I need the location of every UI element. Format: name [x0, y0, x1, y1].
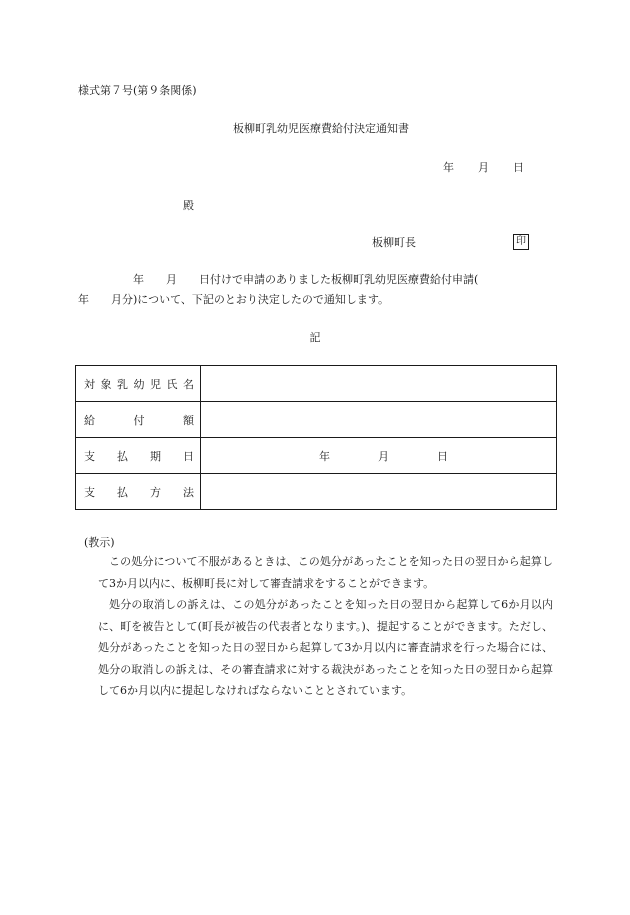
body-text-line1: 年 月 日付けで申請のありました板柳町乳幼児医療費給付申請(: [78, 273, 479, 286]
row-value-payment-date: [201, 438, 557, 474]
label-char: 日: [183, 449, 194, 463]
label-char: 支: [84, 485, 95, 499]
body-text-line2: 年 月分)について、下記のとおり決定したので通知します。: [78, 293, 389, 306]
label-char: 幼: [133, 377, 145, 391]
issuer-name: 板柳町長: [372, 236, 416, 249]
notice-body: [98, 551, 553, 702]
label-char: 方: [150, 485, 161, 499]
form-number: 様式第７号(第９条関係): [78, 84, 197, 97]
label-char: 払: [117, 485, 128, 499]
row-value-benefit-amount: [201, 402, 557, 438]
label-char: 給: [84, 413, 95, 427]
row-label-infant-name: [76, 366, 201, 402]
row-label-benefit-amount: [76, 402, 201, 438]
row-value-infant-name: [201, 366, 557, 402]
row-label-payment-method: [76, 474, 201, 510]
label-char: 額: [183, 413, 194, 427]
notice-paragraph-appeal: この処分について不服があるときは、この処分があったことを知った日の翌日から起算して3か月以内に、板柳町長に対して審査請求をすることができます。: [98, 555, 553, 590]
label-char: 対: [84, 377, 95, 391]
details-table: [75, 365, 557, 510]
date-day: 日: [513, 161, 524, 174]
label-char: 払: [117, 449, 128, 463]
seal-mark: 印: [513, 234, 529, 250]
label-char: 象: [100, 377, 112, 391]
ki-heading: 記: [309, 331, 321, 344]
date-month: 月: [478, 161, 489, 174]
issue-date: [443, 160, 524, 176]
notice-heading: (教示): [84, 536, 115, 549]
label-char: 支: [84, 449, 95, 463]
label-char: 乳: [117, 377, 128, 391]
row-label-payment-date: [76, 438, 201, 474]
label-char: 付: [133, 413, 145, 427]
date-year: 年: [443, 161, 454, 174]
table-row: [76, 474, 557, 510]
payment-year: 年: [319, 449, 330, 463]
label-char: 期: [150, 449, 161, 463]
notice-paragraph-lawsuit: 処分の取消しの訴えは、この処分があったことを知った日の翌日から起算して6か月以内に、町を被告として(町長が被告の代表者となります。)、提起することができます。ただし、処分があったことを知った日の翌日から起算して3か月以内に審査請求を行った場合には、処分の取消しの訴えは、その審査請求に対する裁決があったことを知った日の翌日から起算して6か月以内に提起しなければならないこととされています。: [98, 598, 553, 697]
label-char: 児: [150, 377, 161, 391]
label-char: 名: [183, 377, 194, 391]
document-title: 板柳町乳幼児医療費給付決定通知書: [233, 122, 409, 135]
payment-day: 日: [437, 449, 448, 463]
payment-month: 月: [378, 449, 389, 463]
addressee: 殿: [183, 199, 194, 212]
table-row: [76, 402, 557, 438]
label-char: 氏: [166, 377, 178, 391]
table-row: [76, 438, 557, 474]
label-char: 法: [183, 485, 194, 499]
table-row: [76, 366, 557, 402]
row-value-payment-method: [201, 474, 557, 510]
